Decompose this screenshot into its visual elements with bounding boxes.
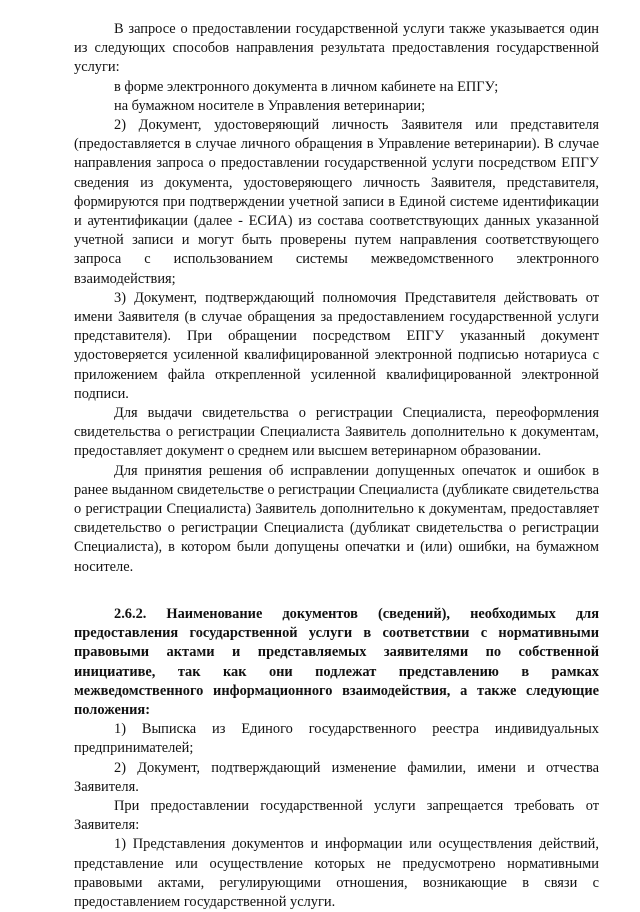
section-heading-2-6-2: 2.6.2. Наименование документов (сведений), необходимых для предоставления государственной услуги в соответствии с нормативными правовыми актами и представляемых заявителями по собственной инициативе, так как они подлежат представлению в рамках межведомственного информационного взаимодействия, а также следующие положения: [74,605,599,718]
paragraph-authority-document: 3) Документ, подтверждающий полномочия Представителя действовать от имени Заявителя (в случае обращения за предоставлением государственной услуги представителя). При обращении посредством ЕПГУ указанный документ удостоверяется усиленной квалифицированной электронной подписью нотариуса с приложением файла открепленной усиленной квалифицированной электронной подписи. [74,289,599,402]
paragraph-result-method: В запросе о предоставлении государственной услуги также указывается один из следующих способов направления результата предоставления государственной услуги: [74,21,599,76]
document-page [74,20,599,912]
section-gap [74,577,599,605]
paragraph-correction: Для принятия решения об исправлении допущенных опечаток и ошибок в ранее выданном свидетельстве о регистрации Специалиста (дубликате свидетельства о регистрации Специалиста) Заявитель дополнительно к документам, предоставляет свидетельство о регистрации Специалиста (дубликат свидетельства о регистрации Специалиста), в котором были допущены опечатки и (или) ошибки, на бумажном носителе. [74,462,599,575]
paragraph-epgu-option: в форме электронного документа в личном кабинете на ЕПГУ; [114,78,499,95]
paragraph-paper-option: на бумажном носителе в Управления ветеринарии; [114,97,426,114]
paragraph-name-change: 2) Документ, подтверждающий изменение фамилии, имени и отчества Заявителя. [74,759,599,795]
paragraph-certificate-issue: Для выдачи свидетельства о регистрации Специалиста, переоформления свидетельства о регистрации Специалиста Заявитель дополнительно к документам, предоставляет документ о среднем или высшем ветеринарном образовании. [74,405,599,460]
paragraph-identity-document: 2) Документ, удостоверяющий личность Заявителя или представителя (предоставляется в случае личного обращения в Управление ветеринарии). В случае направления запроса о предоставлении государственной услуги посредством ЕПГУ сведения из документа, удостоверяющего личность Заявителя, представителя, формируются при подтверждении учетной записи в Единой системе идентификации и аутентификации (далее - ЕСИА) из состава соответствующих данных указанной учетной записи и могут быть проверены путем направления соответствующего запроса с использованием системы межведомственного электронного взаимодействия; [74,117,599,287]
paragraph-prohibition: При предоставлении государственной услуги запрещается требовать от Заявителя: [74,797,599,834]
paragraph-egrip-extract: 1) Выписка из Единого государственного реестра индивидуальных предпринимателей; [74,721,599,757]
paragraph-prohibited-item-1: 1) Представления документов и информации или осуществления действий, представление или осуществление которых не предусмотрено нормативными правовыми актами, регулирующими отношения, возникающие в связи с предоставлением государственной услуги. [74,836,599,910]
